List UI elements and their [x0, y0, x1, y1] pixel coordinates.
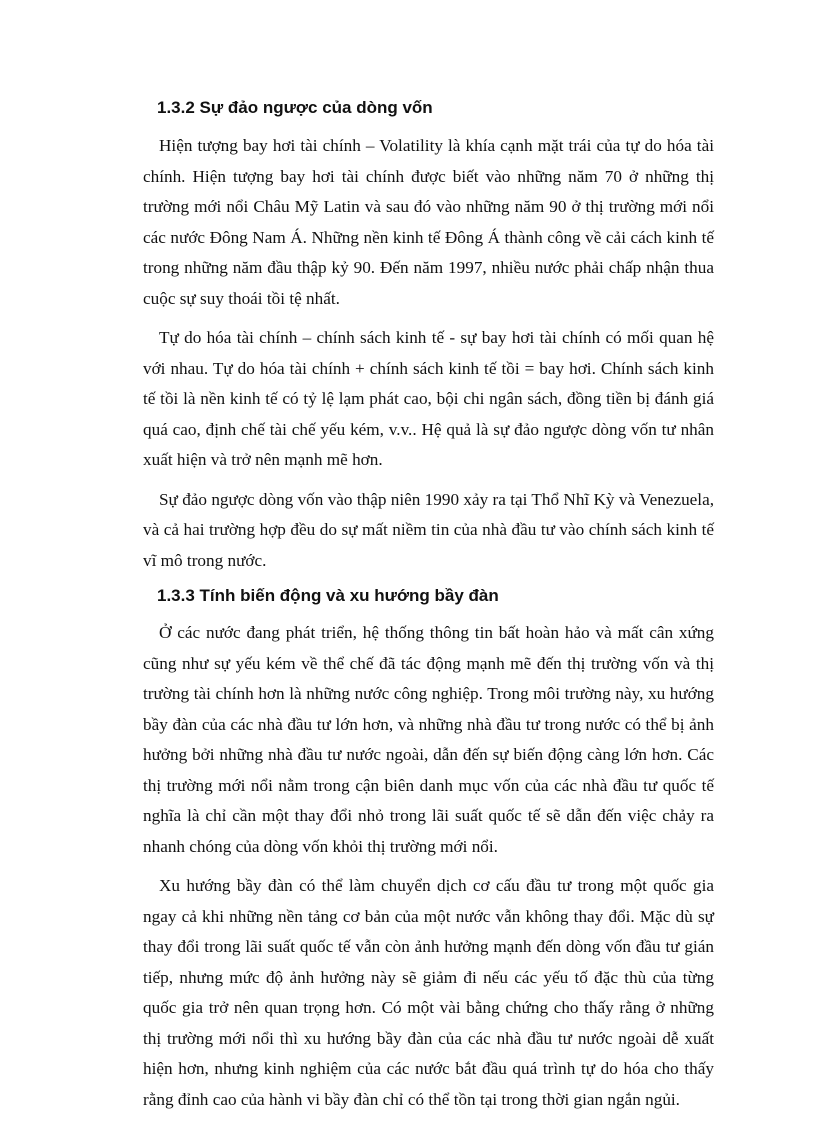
paragraph-developing-countries: Ở các nước đang phát triển, hệ thống thông tin bất hoàn hảo và mất cân xứng cũng như sự yếu kém về thể chế đã tác động mạnh mẽ đến thị trường vốn và thị trường tài chính hơn là những nước công nghiệp. Trong môi trường này, xu hướng bầy đàn của các nhà đầu tư lớn hơn, và những nhà đầu tư trong nước có thể bị ảnh hưởng bởi những nhà đầu tư nước ngoài, dẫn đến sự biến động càng lớn hơn. Các thị trường mới nổi nằm trong cận biên danh mục vốn của các nhà đầu tư quốc tế nghĩa là chỉ cần một thay đổi nhỏ trong lãi suất quốc tế sẽ dẫn đến việc chảy ra nhanh chóng của dòng vốn khỏi thị trường mới nổi. — [143, 623, 714, 856]
paragraph-capital-reversal-1990s: Sự đảo ngược dòng vốn vào thập niên 1990 xảy ra tại Thổ Nhĩ Kỳ và Venezuela, và cả hai trường hợp đều do sự mất niềm tin của nhà đầu tư vào chính sách kinh tế vĩ mô trong nước. — [143, 489, 714, 570]
paragraph-volatility: Hiện tượng bay hơi tài chính – Volatility là khía cạnh mặt trái của tự do hóa tài chính. Hiện tượng bay hơi tài chính được biết vào những năm 70 ở những thị trường mới nổi Châu Mỹ Latin và sau đó vào những năm 90 ở thị trường mới nổi các nước Đông Nam Á. Những nền kinh tế Đông Á thành công về cải cách kinh tế trong những năm đầu thập kỷ 90. Đến năm 1997, nhiều nước phải chấp nhận thua cuộc sự suy thoái tồi tệ nhất. — [143, 136, 714, 308]
section-1-3-2-heading: 1.3.2 Sự đảo ngược của dòng vốn — [157, 98, 433, 117]
page-content — [143, 94, 714, 1124]
paragraph-herding-behavior: Xu hướng bầy đàn có thể làm chuyển dịch cơ cấu đầu tư trong một quốc gia ngay cả khi những nền tảng cơ bản của một nước vẫn không thay đổi. Mặc dù sự thay đổi trong lãi suất quốc tế vẫn còn ảnh hưởng mạnh đến dòng vốn đầu tư gián tiếp, nhưng mức độ ảnh hưởng này sẽ giảm đi nếu các yếu tố đặc thù của từng quốc gia trở nên quan trọng hơn. Có một vài bằng chứng cho thấy rằng ở những thị trường mới nổi thì xu hướng bầy đàn của các nhà đầu tư nước ngoài dễ xuất hiện hơn, nhưng kinh nghiệm của các nước bắt đầu quá trình tự do hóa cho thấy rằng đỉnh cao của hành vi bầy đàn chỉ có thể tồn tại trong thời gian ngắn ngủi. — [143, 876, 714, 1109]
section-1-3-3-heading: 1.3.3 Tính biến động và xu hướng bầy đàn — [157, 586, 499, 605]
paragraph-liberalization-policy: Tự do hóa tài chính – chính sách kinh tế - sự bay hơi tài chính có mối quan hệ với nhau. Tự do hóa tài chính + chính sách kinh tế tồi = bay hơi. Chính sách kinh tế tồi là nền kinh tế có tỷ lệ lạm phát cao, bội chi ngân sách, đồng tiền bị đánh giá quá cao, định chế tài chế yếu kém, v.v.. Hệ quả là sự đảo ngược dòng vốn tư nhân xuất hiện và trở nên mạnh mẽ hơn. — [143, 328, 714, 469]
